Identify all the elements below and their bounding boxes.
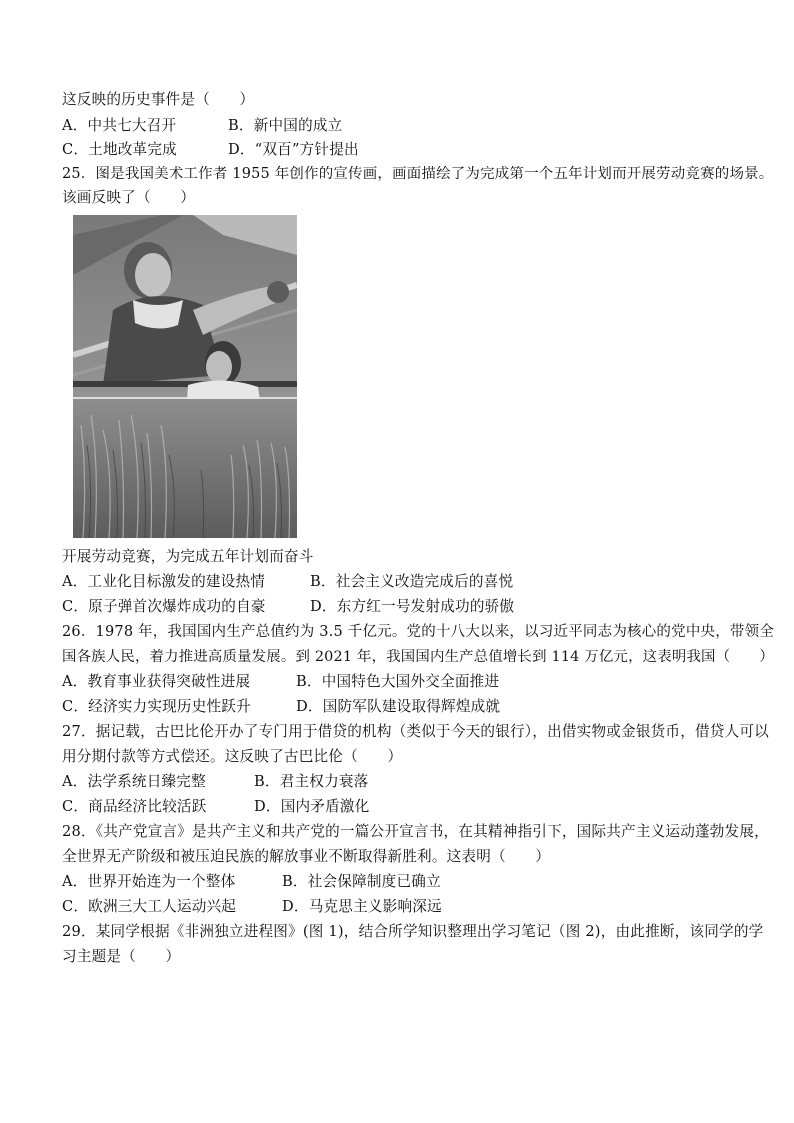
q26-option-d[interactable]: D．国防军队建设取得辉煌成就: [296, 698, 501, 715]
q27-stem-line2: 用分期付款等方式偿还。这反映了古巴比伦（ ）: [62, 748, 403, 765]
q27-option-b[interactable]: B．君主权力衰落: [254, 773, 369, 790]
q24-stem: 这反映的历史事件是（ ）: [62, 91, 255, 108]
q27-option-c[interactable]: C．商品经济比较活跃: [62, 798, 207, 815]
q26-stem-line2: 国各族人民，着力推进高质量发展。到 2021 年，我国国内生产总值增长到 114 万亿元，这表明我国（ ）: [62, 649, 774, 665]
q24-option-c[interactable]: C．土地改革完成: [62, 141, 177, 158]
q28-option-a[interactable]: A．世界开始连为一个整体: [62, 873, 236, 890]
q24-option-a[interactable]: A．中共七大召开: [62, 117, 177, 134]
q26-option-c[interactable]: C．经济实力实现历史性跃升: [62, 698, 251, 715]
q29-stem-line2: 习主题是（ ）: [62, 948, 181, 965]
q25-option-c[interactable]: C．原子弹首次爆炸成功的自豪: [62, 598, 266, 615]
q27-stem-line1: 27．据记载，古巴比伦开办了专门用于借贷的机构（类似于今天的银行），出借实物或金银货币，借贷人可以: [62, 723, 769, 740]
q28-option-c[interactable]: C．欧洲三大工人运动兴起: [62, 898, 237, 915]
q24-option-d[interactable]: D．“双百”方针提出: [228, 141, 359, 158]
q28-option-b[interactable]: B．社会保障制度已确立: [282, 873, 441, 890]
q29-stem-line1: 29．某同学根据《非洲独立进程图》(图 1)，结合所学知识整理出学习笔记（图 2)，由此推断，该同学的学: [62, 923, 764, 940]
q25-option-d[interactable]: D．东方红一号发射成功的骄傲: [310, 598, 515, 615]
q25-option-b[interactable]: B．社会主义改造完成后的喜悦: [310, 573, 514, 590]
propaganda-poster-image: [73, 215, 297, 538]
q28-stem-line2: 全世界无产阶级和被压迫民族的解放事业不断取得新胜利。这表明（ ）: [62, 848, 551, 865]
q25-caption: 开展劳动竞赛，为完成五年计划而奋斗: [62, 548, 314, 565]
q24-option-b[interactable]: B．新中国的成立: [228, 117, 343, 134]
q28-stem-line1: 28．《共产党宣言》是共产主义和共产党的一篇公开宣言书，在其精神指引下，国际共产主义运动蓬勃发展，: [62, 823, 769, 840]
q26-option-a[interactable]: A．教育事业获得突破性进展: [62, 673, 251, 690]
q27-option-d[interactable]: D．国内矛盾激化: [254, 798, 370, 815]
q28-option-d[interactable]: D．马克思主义影响深远: [282, 898, 442, 915]
q25-stem-line1: 25．图是我国美术工作者 1955 年创作的宣传画，画面描绘了为完成第一个五年计划而开展劳动竞赛的场景。: [62, 166, 774, 182]
q25-stem-line2: 该画反映了（ ）: [62, 189, 196, 206]
q26-stem-line1: 26．1978 年，我国国内生产总值约为 3.5 千亿元。党的十八大以来，以习近平同志为核心的党中央，带领全: [62, 624, 775, 640]
q27-option-a[interactable]: A．法学系统日臻完整: [62, 773, 206, 790]
q26-option-b[interactable]: B．中国特色大国外交全面推进: [296, 673, 500, 690]
q25-option-a[interactable]: A．工业化目标激发的建设热情: [62, 573, 266, 590]
